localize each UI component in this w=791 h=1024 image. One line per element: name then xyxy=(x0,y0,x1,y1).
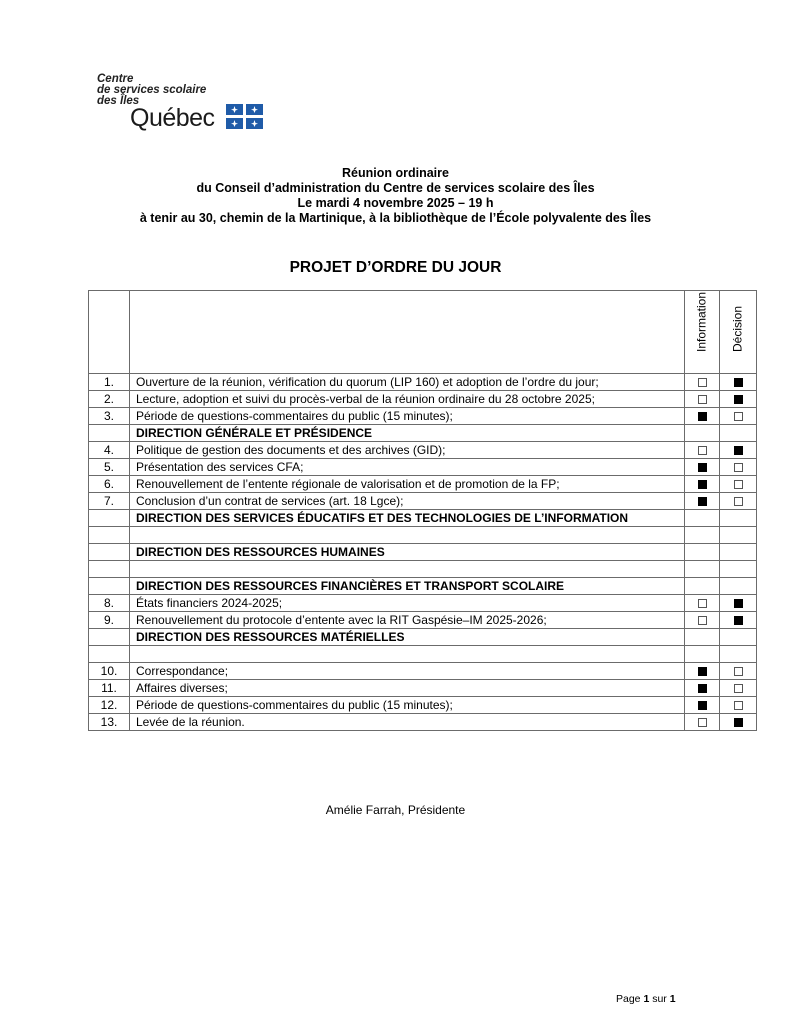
agenda-item-row xyxy=(89,374,757,391)
agenda-table xyxy=(88,290,757,731)
heading-line-4: à tenir au 30, chemin de la Martinique, à la bibliothèque de l’École polyvalente des Îles xyxy=(139,211,652,225)
information-cell xyxy=(685,629,720,646)
decision-cell xyxy=(720,561,757,578)
agenda-item-row xyxy=(89,442,757,459)
decision-cell xyxy=(720,663,757,680)
agenda-item-row xyxy=(89,612,757,629)
information-cell xyxy=(685,374,720,391)
item-text: Renouvellement du protocole d’entente avec la RIT Gaspésie–IM 2025-2026; xyxy=(130,612,685,629)
unchecked-box-icon xyxy=(734,480,743,489)
row-number: 1. xyxy=(89,374,130,391)
unchecked-box-icon xyxy=(698,395,707,404)
agenda-item-row xyxy=(89,663,757,680)
decision-cell xyxy=(720,697,757,714)
information-cell xyxy=(685,493,720,510)
agenda-item-row xyxy=(89,697,757,714)
section-heading: DIRECTION DES SERVICES ÉDUCATIFS ET DES TECHNOLOGIES DE L’INFORMATION xyxy=(130,510,685,527)
unchecked-box-icon xyxy=(698,446,707,455)
checked-box-icon xyxy=(698,497,707,506)
decision-cell xyxy=(720,595,757,612)
decision-cell xyxy=(720,612,757,629)
information-cell xyxy=(685,544,720,561)
decision-cell xyxy=(720,629,757,646)
row-number: 4. xyxy=(89,442,130,459)
information-cell xyxy=(685,578,720,595)
checked-box-icon xyxy=(734,616,743,625)
row-number xyxy=(89,527,130,544)
item-text: Levée de la réunion. xyxy=(130,714,685,731)
information-cell xyxy=(685,680,720,697)
row-number xyxy=(89,578,130,595)
row-number: 11. xyxy=(89,680,130,697)
row-number: 10. xyxy=(89,663,130,680)
empty-row xyxy=(89,561,757,578)
decision-cell xyxy=(720,408,757,425)
section-heading: DIRECTION DES RESSOURCES MATÉRIELLES xyxy=(130,629,685,646)
item-text: Conclusion d’un contrat de services (art. 18 Lgce); xyxy=(130,493,685,510)
information-cell xyxy=(685,595,720,612)
row-number xyxy=(89,510,130,527)
of-word: sur xyxy=(652,993,667,1005)
unchecked-box-icon xyxy=(698,599,707,608)
checked-box-icon xyxy=(698,480,707,489)
heading-line-2: du Conseil d’administration du Centre de services scolaire des Îles xyxy=(196,181,595,195)
decision-cell xyxy=(720,714,757,731)
unchecked-box-icon xyxy=(698,378,707,387)
information-cell xyxy=(685,663,720,680)
header-text-cell xyxy=(130,291,685,374)
information-cell xyxy=(685,459,720,476)
item-text: Renouvellement de l’entente régionale de valorisation et de promotion de la FP; xyxy=(130,476,685,493)
unchecked-box-icon xyxy=(734,463,743,472)
decision-cell xyxy=(720,544,757,561)
unchecked-box-icon xyxy=(698,616,707,625)
checked-box-icon xyxy=(734,378,743,387)
page-total: 1 xyxy=(669,993,676,1005)
section-heading: DIRECTION GÉNÉRALE ET PRÉSIDENCE xyxy=(130,425,685,442)
row-number: 9. xyxy=(89,612,130,629)
section-heading: DIRECTION DES RESSOURCES FINANCIÈRES ET TRANSPORT SCOLAIRE xyxy=(130,578,685,595)
checked-box-icon xyxy=(698,463,707,472)
information-cell xyxy=(685,510,720,527)
item-text: États financiers 2024-2025; xyxy=(130,595,685,612)
row-number xyxy=(89,646,130,663)
row-number: 5. xyxy=(89,459,130,476)
header-decision-cell xyxy=(720,291,757,374)
logo-quebec-wordmark: Québec xyxy=(130,104,215,132)
decision-cell xyxy=(720,374,757,391)
table-header-row xyxy=(89,291,757,374)
row-number xyxy=(89,544,130,561)
unchecked-box-icon xyxy=(734,667,743,676)
checked-box-icon xyxy=(734,599,743,608)
decision-cell xyxy=(720,646,757,663)
item-text: Ouverture de la réunion, vérification du quorum (LIP 160) et adoption de l’ordre du jour; xyxy=(130,374,685,391)
row-number xyxy=(89,425,130,442)
information-cell xyxy=(685,697,720,714)
row-number: 7. xyxy=(89,493,130,510)
decision-cell xyxy=(720,476,757,493)
item-text: Présentation des services CFA; xyxy=(130,459,685,476)
checked-box-icon xyxy=(698,701,707,710)
decision-cell xyxy=(720,425,757,442)
information-cell xyxy=(685,527,720,544)
row-number xyxy=(89,561,130,578)
agenda-item-row xyxy=(89,459,757,476)
unchecked-box-icon xyxy=(698,718,707,727)
information-cell xyxy=(685,714,720,731)
agenda-item-row xyxy=(89,408,757,425)
quebec-flag-icon xyxy=(226,104,264,130)
header-information-cell xyxy=(685,291,720,374)
unchecked-box-icon xyxy=(734,412,743,421)
document-title: PROJET D’ORDRE DU JOUR xyxy=(289,259,502,276)
item-text xyxy=(130,646,685,663)
information-cell xyxy=(685,612,720,629)
decision-cell xyxy=(720,510,757,527)
information-cell xyxy=(685,391,720,408)
heading-line-1: Réunion ordinaire xyxy=(342,166,449,180)
decision-cell xyxy=(720,578,757,595)
agenda-item-row xyxy=(89,391,757,408)
information-cell xyxy=(685,425,720,442)
checked-box-icon xyxy=(734,718,743,727)
item-text: Période de questions-commentaires du public (15 minutes); xyxy=(130,697,685,714)
item-text: Lecture, adoption et suivi du procès-verbal de la réunion ordinaire du 28 octobre 2025; xyxy=(130,391,685,408)
decision-cell xyxy=(720,442,757,459)
page-current: 1 xyxy=(643,993,650,1005)
unchecked-box-icon xyxy=(734,684,743,693)
column-header-information: Information xyxy=(694,291,709,352)
decision-cell xyxy=(720,391,757,408)
item-text: Affaires diverses; xyxy=(130,680,685,697)
header-num-cell xyxy=(89,291,130,374)
decision-cell xyxy=(720,680,757,697)
decision-cell xyxy=(720,527,757,544)
item-text: Politique de gestion des documents et des archives (GID); xyxy=(130,442,685,459)
item-text xyxy=(130,561,685,578)
unchecked-box-icon xyxy=(734,701,743,710)
agenda-item-row xyxy=(89,493,757,510)
logo-organization: Centre de services scolaire des Îles xyxy=(97,73,207,107)
section-row xyxy=(89,425,757,442)
information-cell xyxy=(685,408,720,425)
information-cell xyxy=(685,442,720,459)
page-footer xyxy=(616,993,676,1005)
row-number: 3. xyxy=(89,408,130,425)
section-row xyxy=(89,629,757,646)
row-number: 8. xyxy=(89,595,130,612)
agenda-item-row xyxy=(89,595,757,612)
item-text xyxy=(130,527,685,544)
checked-box-icon xyxy=(734,446,743,455)
row-number: 2. xyxy=(89,391,130,408)
row-number: 12. xyxy=(89,697,130,714)
section-row xyxy=(89,578,757,595)
section-row xyxy=(89,544,757,561)
item-text: Correspondance; xyxy=(130,663,685,680)
item-text: Période de questions-commentaires du public (15 minutes); xyxy=(130,408,685,425)
checked-box-icon xyxy=(698,684,707,693)
row-number xyxy=(89,629,130,646)
meeting-heading xyxy=(0,166,791,226)
empty-row xyxy=(89,527,757,544)
row-number: 6. xyxy=(89,476,130,493)
section-heading: DIRECTION DES RESSOURCES HUMAINES xyxy=(130,544,685,561)
checked-box-icon xyxy=(734,395,743,404)
decision-cell xyxy=(720,493,757,510)
agenda-item-row xyxy=(89,476,757,493)
decision-cell xyxy=(720,459,757,476)
column-header-decision: Décision xyxy=(730,305,745,352)
row-number: 13. xyxy=(89,714,130,731)
empty-row xyxy=(89,646,757,663)
section-row xyxy=(89,510,757,527)
information-cell xyxy=(685,646,720,663)
agenda-item-row xyxy=(89,714,757,731)
heading-line-3: Le mardi 4 novembre 2025 – 19 h xyxy=(297,196,494,210)
unchecked-box-icon xyxy=(734,497,743,506)
logo xyxy=(97,74,287,134)
agenda-item-row xyxy=(89,680,757,697)
signature: Amélie Farrah, Présidente xyxy=(325,803,466,817)
information-cell xyxy=(685,476,720,493)
checked-box-icon xyxy=(698,667,707,676)
checked-box-icon xyxy=(698,412,707,421)
information-cell xyxy=(685,561,720,578)
page-word: Page xyxy=(616,993,641,1005)
